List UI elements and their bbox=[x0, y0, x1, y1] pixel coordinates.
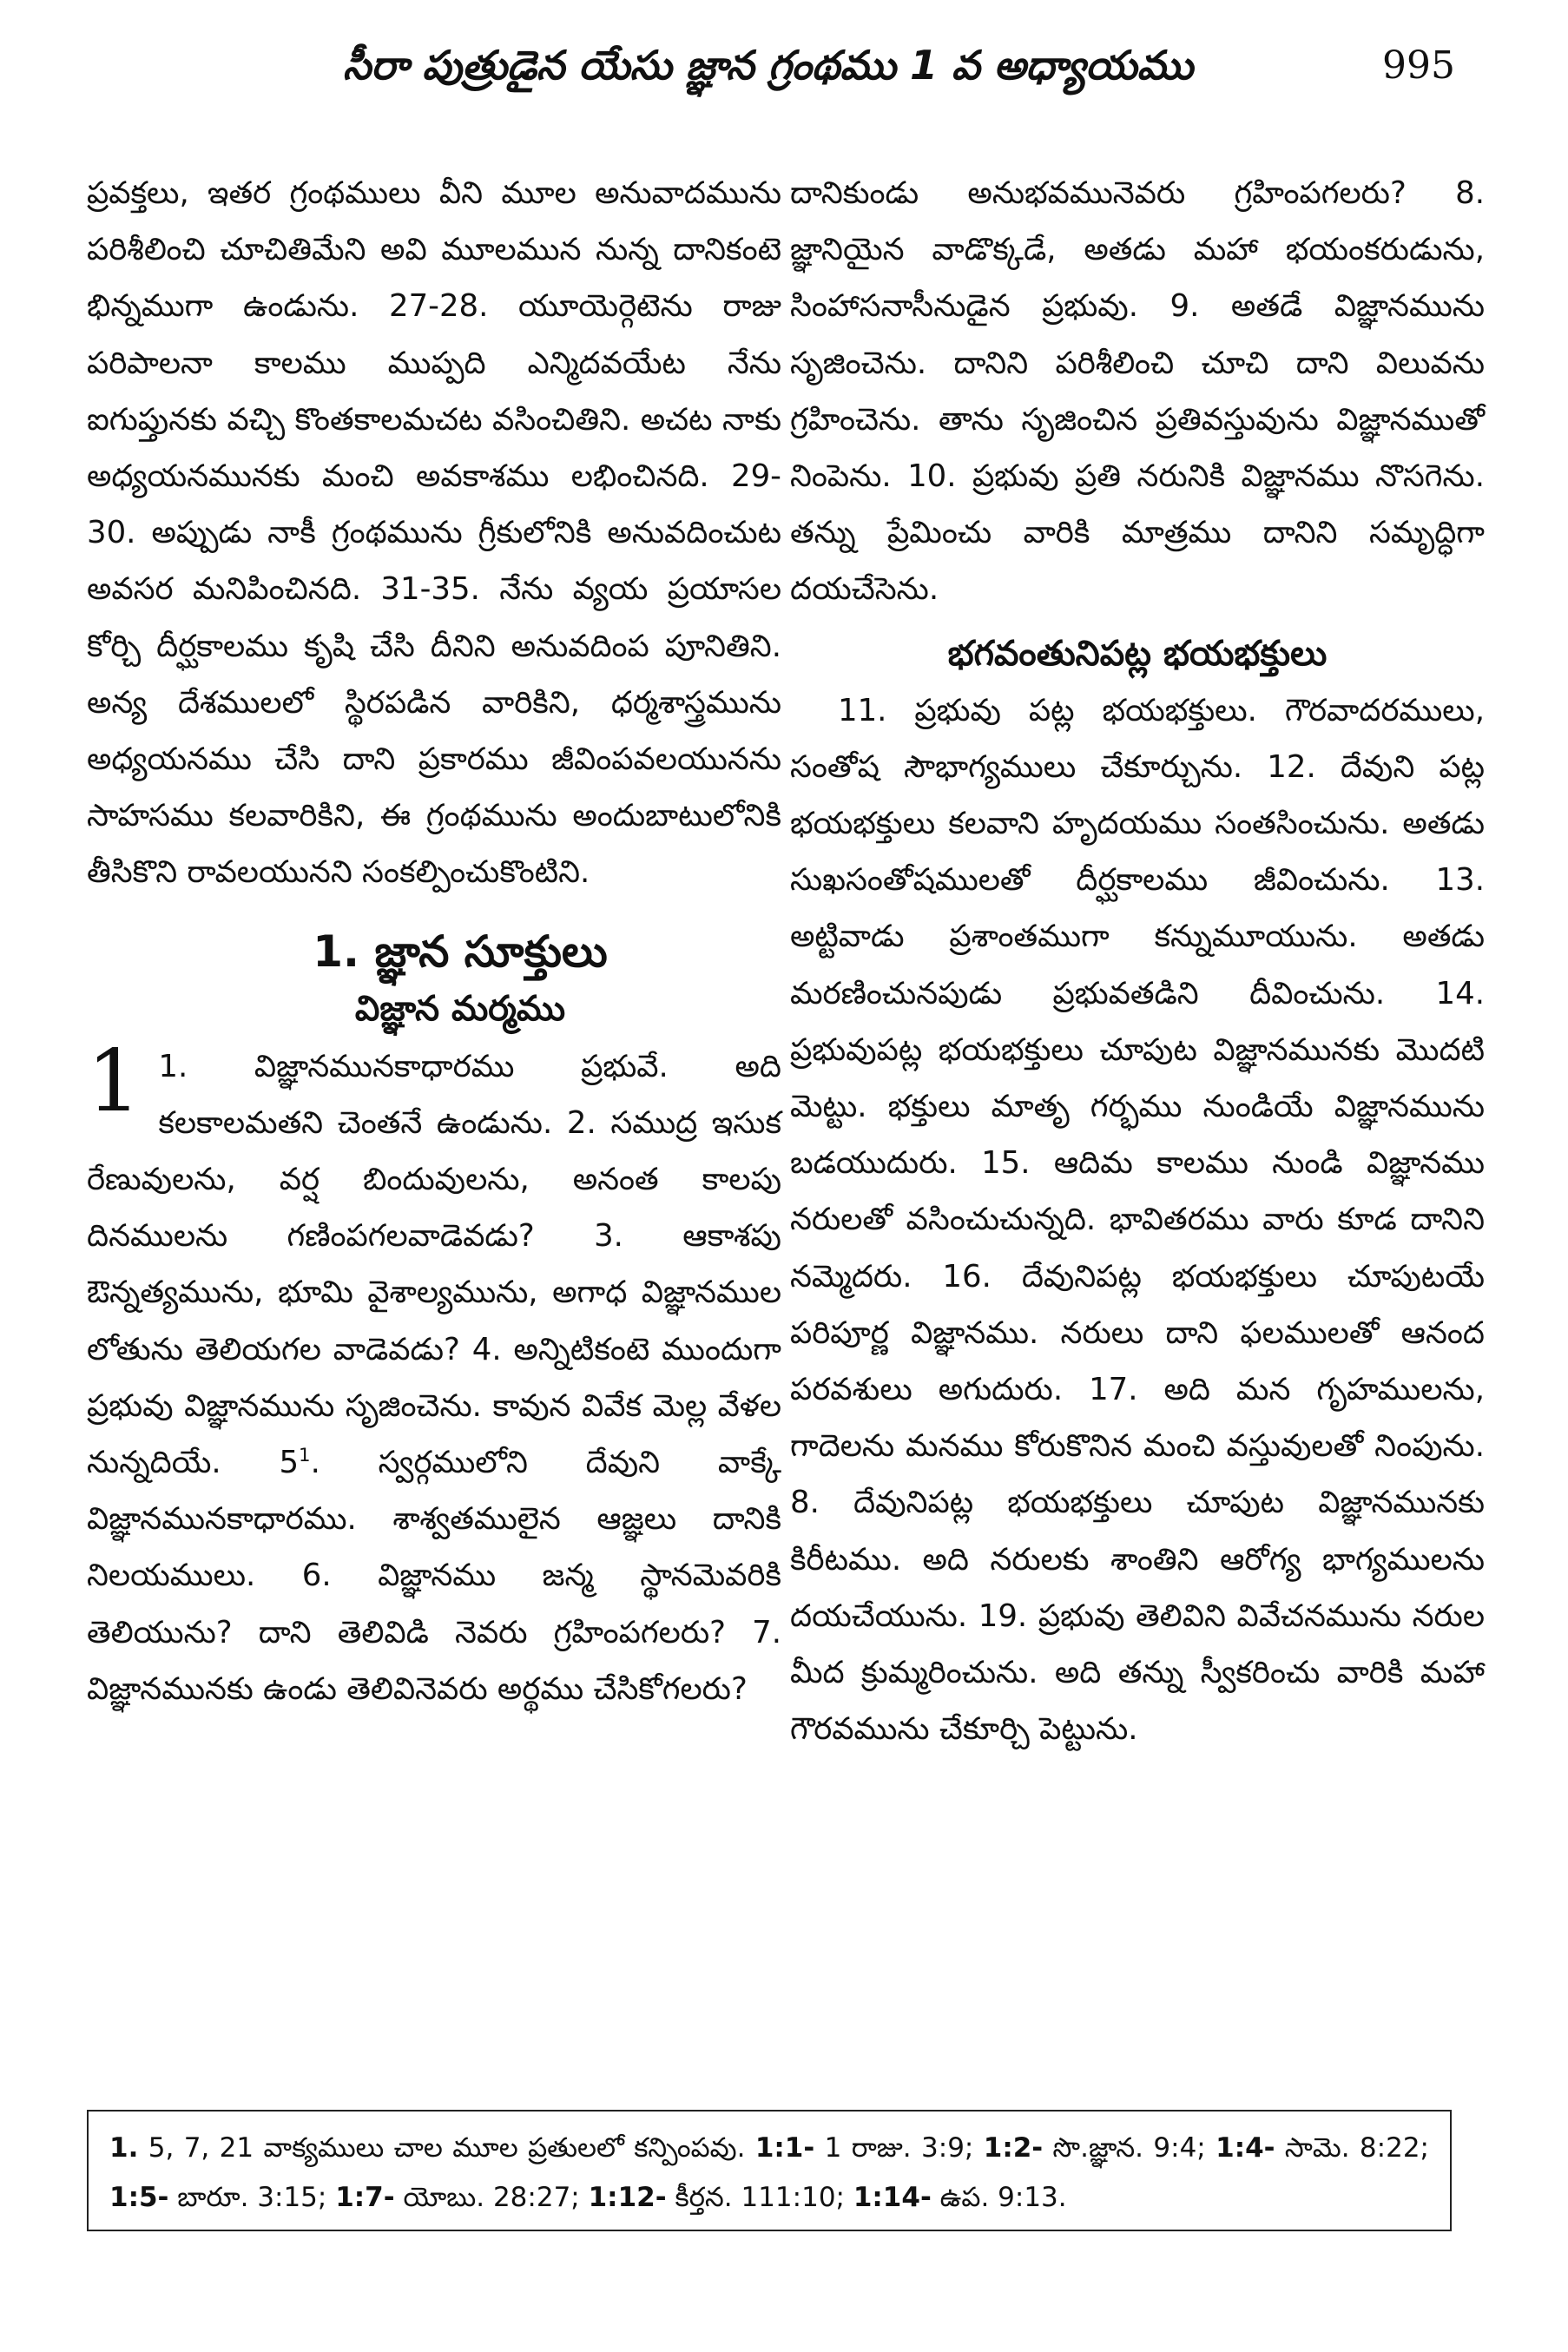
chapter-text-post: . స్వర్గములోని దేవుని వాక్కే విజ్ఞానమునకాధారము. శాశ్వతములైన ఆజ్ఞలు దానికి నిలయములు. 6. విజ్ఞానము జన్మ స్థానమెవరికి తెలియును? దాని తెలివిడి నెవరు గ్రహింపగలరు? 7. విజ్ఞానమునకు ఉండు తెలివినెవరు అర్థము చేసికోగలరు? bbox=[87, 1445, 781, 1707]
sub-heading: విజ్ఞాన మర్మము bbox=[354, 988, 566, 1029]
footnote-ref: 1:4- bbox=[1216, 2132, 1275, 2164]
right-paragraph-2: 11. ప్రభువు పట్ల భయభక్తులు. గౌరవాదరములు, సంతోష సౌభాగ్యములు చేకూర్చును. 12. దేవుని పట్ల భయభక్తులు కలవాని హృదయము సంతసించును. అతడు సుఖసంతోషములతో దీర్ఘకాలము జీవించును. 13. అట్టివాడు ప్రశాంతముగా కన్నుమూయును. అతడు మరణించునపుడు ప్రభువతడిని దీవించును. 14. ప్రభువుపట్ల భయభక్తులు చూపుట విజ్ఞానమునకు మొదటి మెట్టు. భక్తులు మాతృ గర్భము నుండియే విజ్ఞానమును బడయుదురు. 15. ఆదిమ కాలము నుండి విజ్ఞానము నరులతో వసించుచున్నది. భావితరము వారు కూడ దానిని నమ్మెదరు. 16. దేవునిపట్ల భయభక్తులు చూపుటయే పరిపూర్ణ విజ్ఞానము. నరులు దాని ఫలములతో ఆనంద పరవశులు అగుదురు. 17. అది మన గృహములను, గాదెలను మనము కోరుకొనిన మంచి వస్తువులతో నింపును. 8. దేవునిపట్ల భయభక్తులు చూపుట విజ్ఞానమునకు కిరీటము. అది నరులకు శాంతిని ఆరోగ్య భాగ్యములను దయచేయును. 19. ప్రభువు తెలివిని వివేచనమును నరుల మీద క్రుమ్మరించును. అది తన్ను స్వీకరించు వారికి మహా గౌరవమును చేకూర్చి పెట్టును. bbox=[790, 692, 1485, 1748]
footnote-marker: 1 bbox=[299, 1445, 311, 1467]
footnote-text: సొ.జ్ఞాన. 9:4; bbox=[1043, 2132, 1216, 2164]
footnote-text: 5, 7, 21 వాక్యములు చాల మూల ప్రతులలో కన్పింపవు. bbox=[138, 2132, 755, 2164]
footnote-ref: 1:2- bbox=[983, 2132, 1044, 2164]
footnote-box bbox=[87, 2110, 1452, 2231]
footnote-text: సామె. 8:22; bbox=[1275, 2132, 1429, 2164]
footnote-text: 1 రాజు. 3:9; bbox=[814, 2132, 984, 2164]
footnote-ref: 1:12- bbox=[588, 2182, 667, 2213]
footnote-ref: 1:1- bbox=[754, 2132, 815, 2164]
footnote-text: బారూ. 3:15; bbox=[168, 2182, 336, 2213]
footnote-ref: 1:14- bbox=[853, 2182, 932, 2213]
footnote-ref: 1:5- bbox=[109, 2182, 169, 2213]
footnote-text: యోబు. 28:27; bbox=[394, 2182, 589, 2213]
page-header bbox=[0, 26, 1568, 122]
footnote-number: 1. bbox=[109, 2132, 139, 2164]
page-number: 995 bbox=[1382, 43, 1455, 88]
intro-paragraph: ప్రవక్తలు, ఇతర గ్రంథములు వీని మూల అనువాదమును పరిశీలించి చూచితిమేని అవి మూలమున నున్న దానికంటె భిన్నముగా ఉండును. 27-28. యూయెర్గెటెను రాజు పరిపాలనా కాలము ముప్పది ఎన్మిదవయేట నేను ఐగుప్తునకు వచ్చి కొంతకాలమచట వసించితిని. అచట నాకు అధ్యయనమునకు మంచి అవకాశము లభించినది. 29-30. అప్పుడు నాకీ గ్రంథమును గ్రీకులోనికి అనువదించుట అవసర మనిపించినది. 31-35. నేను వ్యయ ప్రయాసల కోర్చి దీర్ఘకాలము కృషి చేసి దీనిని అనువదింప పూనితిని. అన్య దేశములలో స్థిరపడిన వారికిని, ధర్మశాస్త్రమును అధ్యయనము చేసి దాని ప్రకారము జీవింపవలయునను సాహసము కలవారికిని, ఈ గ్రంథమును అందుబాటులోనికి తీసికొని రావలయునని సంకల్పించుకొంటిని. bbox=[87, 175, 781, 891]
chapter-paragraph bbox=[87, 1031, 781, 1717]
chapter-heading: 1. జ్ఞాన సూక్తులు bbox=[313, 926, 608, 977]
left-column bbox=[87, 165, 781, 1717]
footnote-text: ఉప. 9:13. bbox=[931, 2182, 1067, 2213]
footnote-text: కీర్తన. 111:10; bbox=[666, 2182, 853, 2213]
footnote-ref: 1:7- bbox=[335, 2182, 395, 2213]
section-heading: భగవంతునిపట్ల భయభక్తులు bbox=[947, 633, 1328, 674]
running-title: సీరా పుత్రుడైన యేసు జ్ఞాన గ్రంథము 1 వ అధ్యాయము bbox=[343, 42, 1194, 89]
right-column bbox=[790, 165, 1485, 1757]
right-paragraph-1: దానికుండు అనుభవమునెవరు గ్రహింపగలరు? 8. జ్ఞానియైన వాడొక్కడే, అతడు మహా భయంకరుడును, సింహాసనాసీనుడైన ప్రభువు. 9. అతడే విజ్ఞానమును సృజించెను. దానిని పరిశీలించి చూచి దాని విలువను గ్రహించెను. తాను సృజించిన ప్రతివస్తువును విజ్ఞానముతో నింపెను. 10. ప్రభువు ప్రతి నరునికి విజ్ఞానము నొసగెను. తన్ను ప్రేమించు వారికి మాత్రము దానిని సమృద్ధిగా దయచేసెను. bbox=[790, 175, 1485, 608]
chapter-text-pre: 1. విజ్ఞానమునకాధారము ప్రభువే. అది కలకాలమతని చెంతనే ఉండును. 2. సముద్ర ఇసుక రేణువులను, వర్ష బిందువులను, అనంత కాలపు దినములను గణింపగలవాడెవడు? 3. ఆకాశపు ఔన్నత్యమును, భూమి వైశాల్యమును, అగాధ విజ్ఞానముల లోతును తెలియగల వాడెవడు? 4. అన్నిటికంటె ముందుగా ప్రభువు విజ్ఞానమును సృజించెను. కావున వివేక మెల్ల వేళల నున్నదియే. 5 bbox=[87, 1048, 781, 1481]
chapter-drop-cap: 1 bbox=[87, 1031, 142, 1131]
